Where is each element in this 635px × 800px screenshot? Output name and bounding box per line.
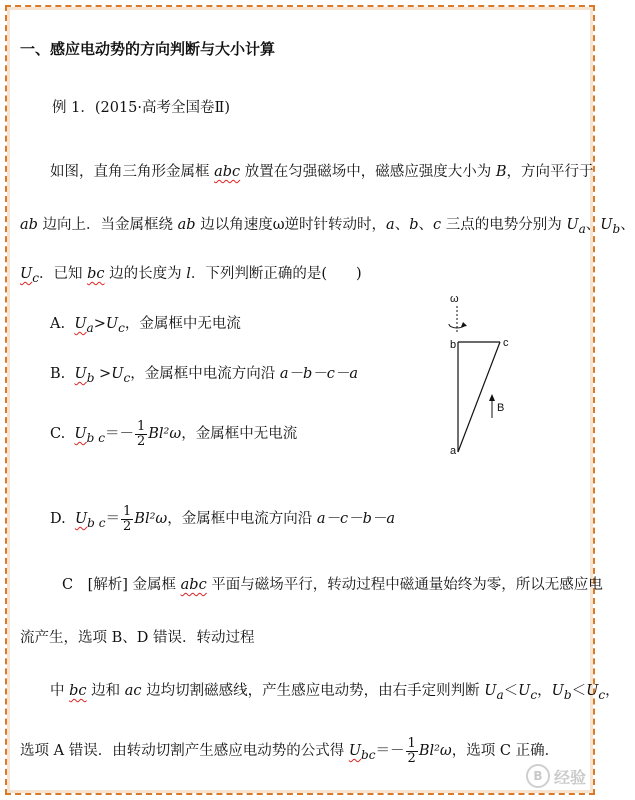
question-line-2: ab 边向上．当金属框绕 ab 边以角速度ω逆时针转动时，a、b、c 三点的电势分别为 $U_a$、$U_b$、	[20, 217, 635, 236]
fraction: $\frac{1}{2}$	[136, 419, 146, 449]
question-line-1: 如图，直角三角形金属框 abc 放置在匀强磁场中，磁感应强度大小为 B，方向平行于	[50, 164, 594, 180]
field-label: B	[497, 402, 505, 414]
watermark	[526, 764, 586, 788]
triangle-frame-diagram	[440, 290, 540, 470]
section-heading: 一、感应电动势的方向判断与大小计算	[20, 40, 276, 58]
solution-line-2: 流产生，选项 B、D 错误．转动过程	[20, 630, 255, 646]
omega-label: ω	[450, 293, 459, 305]
field-arrowhead-icon	[489, 394, 495, 401]
solution-line-4: 选项 A 错误．由转动切割产生感应电动势的公式得 $U_{bc}=-$ $\frac{1}{2}$ Bl²ω，选项 C 正确．	[20, 736, 560, 766]
option-a[interactable]: A. $U_a>U_c$，金属框中无电流	[50, 316, 241, 335]
vertex-c-label: c	[503, 337, 509, 349]
watermark-text: 经验	[553, 767, 586, 787]
solution-line-3: 中 bc 边和 ac 边均切割磁感线，产生感应电动势，由右手定则判断 $U_a<U_c$，$U_b<U_c$，	[50, 683, 620, 702]
watermark-logo-icon: B	[526, 764, 550, 788]
option-c[interactable]: C. $U_{b c}=-$ $\frac{1}{2}$ Bl²ω，金属框中无电流	[50, 419, 298, 449]
option-b[interactable]: B. $U_b >U_c$，金属框中电流方向沿 a－b－c－a	[50, 366, 359, 385]
fraction: $\frac{1}{2}$	[407, 736, 416, 766]
vertex-a-label: a	[450, 445, 457, 457]
question-line-3: $U_c$．已知 bc 边的长度为 l．下列判断正确的是( )	[20, 266, 362, 285]
edge-ca	[458, 342, 500, 452]
fraction: $\frac{1}{2}$	[123, 504, 132, 534]
option-d[interactable]: D. $U_{b c}=$ $\frac{1}{2}$ Bl²ω，金属框中电流方向沿 a－c－b－a	[50, 504, 396, 534]
example-title: 例 1．(2015·高考全国卷Ⅱ)	[52, 100, 231, 116]
rotation-arrowhead-icon	[461, 322, 467, 327]
vertex-b-label: b	[450, 339, 457, 351]
solution-line-1: C [解析] 金属框 abc 平面与磁场平行，转动过程中磁通量始终为零，所以无感应电	[62, 577, 603, 593]
